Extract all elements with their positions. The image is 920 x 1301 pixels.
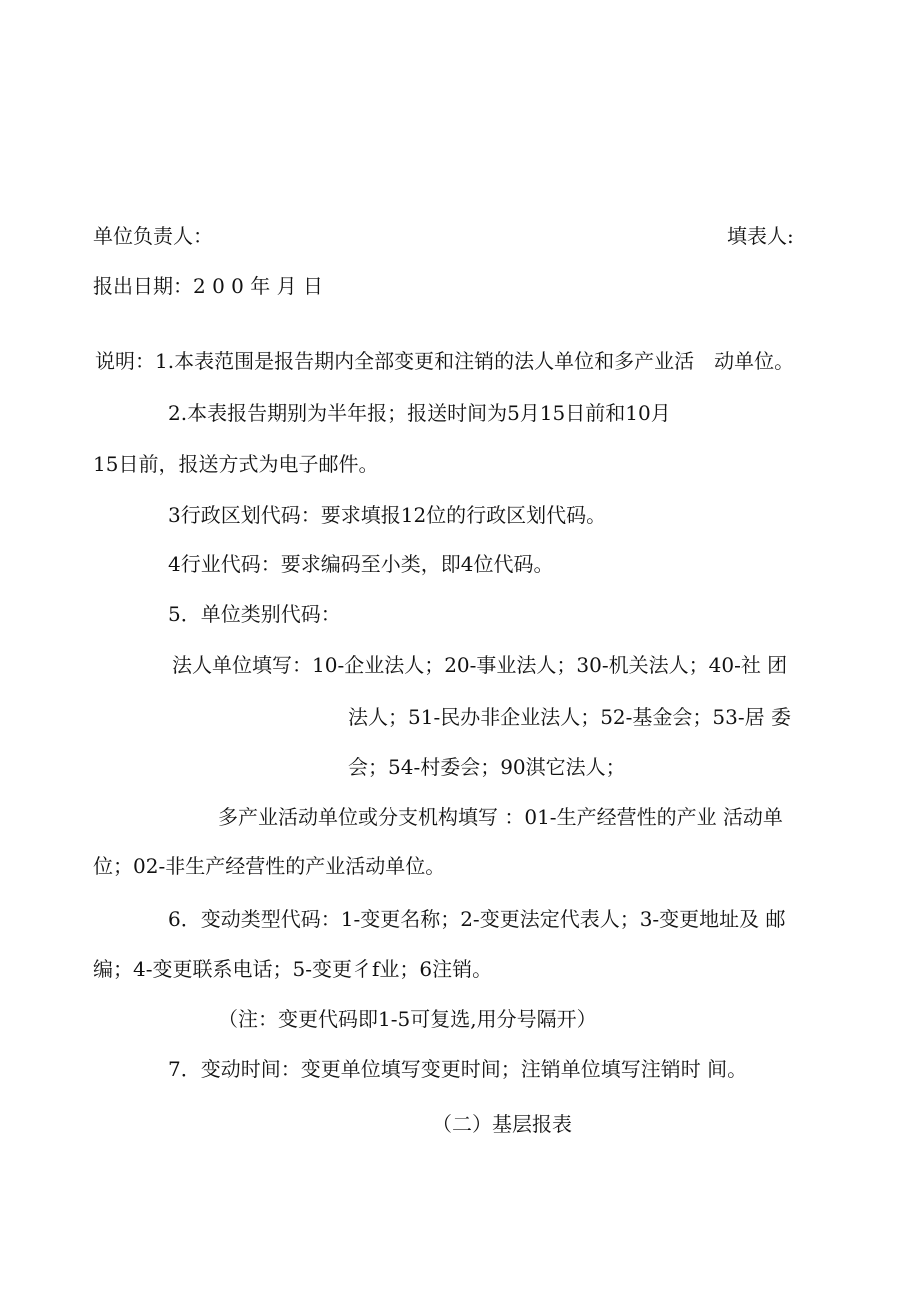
note-3: 3行政区划代码：要求填报12位的行政区划代码。 [168,503,607,527]
note-4: 4行业代码：要求编码至小类，即4位代码。 [168,552,554,576]
note-7: 7．变动时间：变更单位填写变更时间；注销单位填写注销时 间。 [168,1057,748,1081]
note-5-legal-line-1: 法人单位填写：10-企业法人；20-事业法人；30-机关法人；40-社 团 [172,653,788,677]
section-title: （二）基层报表 [432,1112,572,1136]
note-5-legal-line-2: 法人；51-民办非企业法人；52-基金会；53-居 委 [348,705,791,729]
note-6-line-1: 6．变动类型代码：1-变更名称；2-变更法定代表人；3-变更地址及 邮 [168,907,786,931]
note-5: 5．单位类别代码： [168,602,341,626]
note-6-line-2: 编；4-变更联系电话；5-变更彳f业；6注销。 [93,957,493,981]
note-2-line-1: 2.本表报告期别为半年报；报送时间为5月15日前和10月 [168,401,671,425]
note-1: 说明：1.本表范围是报告期内全部变更和注销的法人单位和多产业活 动单位。 [95,349,795,373]
report-date: 报出日期：2 0 0 年 月 日 [93,274,323,298]
unit-head-label: 单位负责人： [93,224,213,248]
note-6-remark: （注：变更代码即1-5可复选,用分号隔开） [218,1007,597,1031]
note-2-line-2: 15日前，报送方式为电子邮件。 [93,452,379,476]
note-5-legal-line-3: 会；54-村委会；90淇它法人； [348,755,626,779]
note-5-multi-line-1: 多产业活动单位或分支机构填写 ：01-生产经营性的产业 活动单 [218,805,783,829]
note-5-multi-line-2: 位；02-非生产经营性的产业活动单位。 [93,854,446,878]
filler-label: 填表人: [727,224,794,248]
